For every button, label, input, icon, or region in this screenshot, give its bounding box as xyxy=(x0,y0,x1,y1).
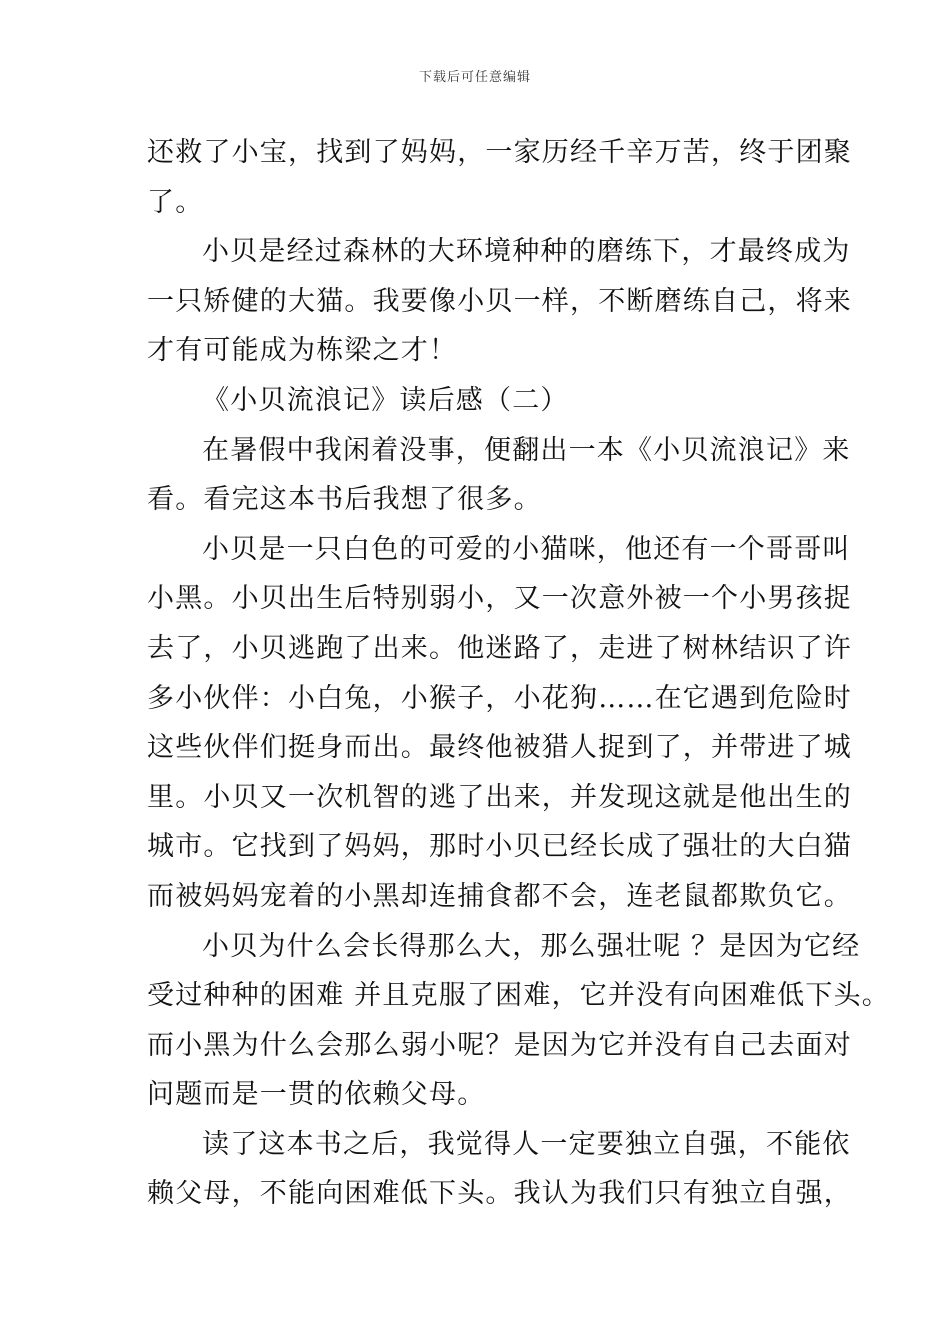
text-line: 读了这本书之后，我觉得人一定要独立自强，不能依 xyxy=(202,1128,851,1160)
text-line: 看。看完这本书后我想了很多。 xyxy=(147,484,542,516)
text-line: 在暑假中我闲着没事，便翻出一本《小贝流浪记》来 xyxy=(202,434,851,466)
text-line: 才有可能成为栋梁之才！ xyxy=(147,335,458,367)
text-line: 受过种种的困难 并且克服了困难，它并没有向困难低下头。 xyxy=(147,980,890,1012)
text-line: 赖父母，不能向困难低下头。我认为我们只有独立自强， xyxy=(147,1178,852,1210)
text-line: 多小伙伴：小白兔，小猴子，小花狗……在它遇到危险时 xyxy=(147,682,852,714)
text-line: 而被妈妈宠着的小黑却连捕食都不会，连老鼠都欺负它。 xyxy=(147,880,852,912)
text-line: 小贝是经过森林的大环境种种的磨练下，才最终成为 xyxy=(202,236,851,268)
text-line: 问题而是一贯的依赖父母。 xyxy=(147,1079,486,1111)
text-line: 一只矫健的大猫。我要像小贝一样，不断磨练自己，将来 xyxy=(147,285,852,317)
text-line: 《小贝流浪记》读后感（二） xyxy=(202,384,569,416)
page-header: 下载后可任意编辑 xyxy=(418,70,531,85)
text-line: 小黑。小贝出生后特别弱小，又一次意外被一个小男孩捉 xyxy=(147,583,852,615)
text-line: 城市。它找到了妈妈，那时小贝已经长成了强壮的大白猫 xyxy=(147,831,852,863)
text-line: 了。 xyxy=(147,186,204,218)
text-line: 还救了小宝，找到了妈妈，一家历经千辛万苦，终于团聚 xyxy=(147,137,852,168)
text-line: 小贝是一只白色的可爱的小猫咪，他还有一个哥哥叫 xyxy=(202,533,851,565)
text-line: 里。小贝又一次机智的逃了出来，并发现这就是他出生的 xyxy=(147,781,852,813)
text-line: 小贝为什么会长得那么大，那么强壮呢 ？是因为它经 xyxy=(202,930,861,962)
text-line: 去了，小贝逃跑了出来。他迷路了，走进了树林结识了许 xyxy=(147,632,852,664)
document-body xyxy=(147,128,890,1219)
text-line: 而小黑为什么会那么弱小呢？是因为它并没有自己去面对 xyxy=(147,1029,852,1061)
text-line: 这些伙伴们挺身而出。最终他被猎人捉到了，并带进了城 xyxy=(147,732,852,764)
